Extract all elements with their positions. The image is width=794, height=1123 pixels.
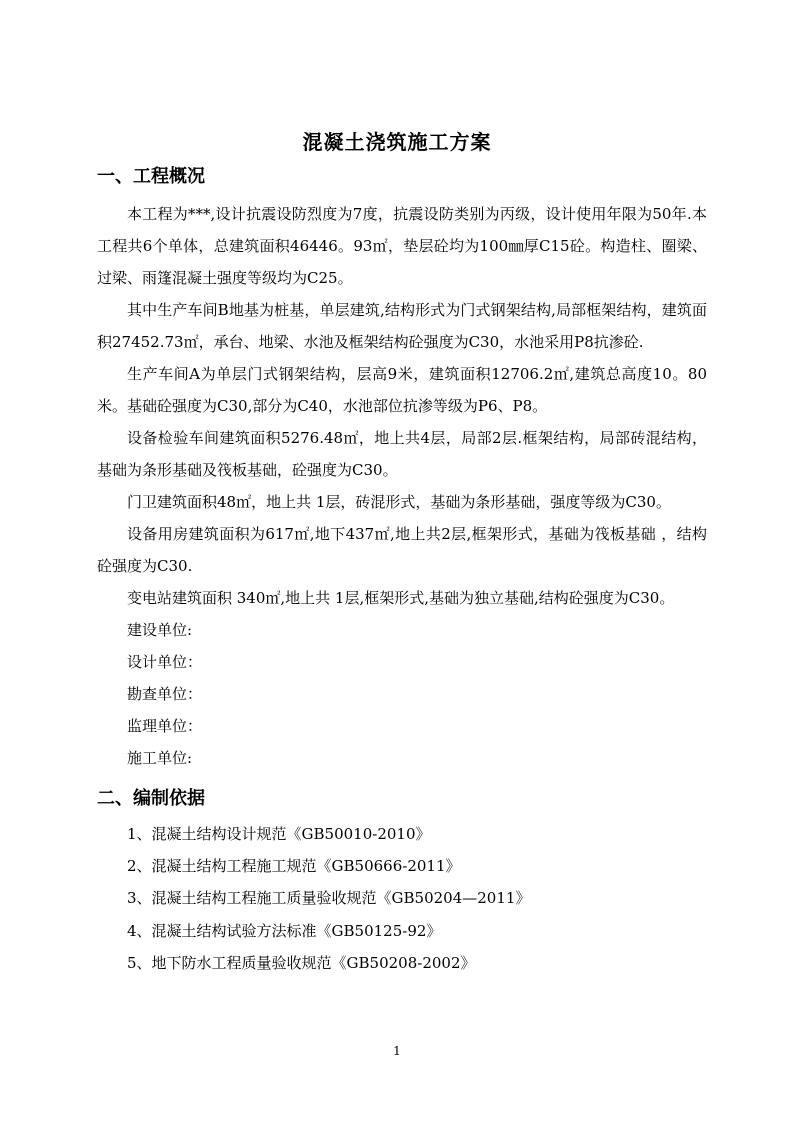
- list-item: 5、地下防水工程质量验收规范《GB50208-2002》: [127, 953, 476, 972]
- paragraph: 生产车间A为单层门式钢架结构，层高9米，建筑面积12706.2㎡,建筑总高度10。80米。基础砼强度为C30,部分为C40，水池部位抗渗等级为P6、P8。: [97, 365, 707, 415]
- document-title: 混凝土浇筑施工方案: [302, 130, 492, 154]
- paragraph: 本工程为***,设计抗震设防烈度为7度，抗震设防类别为丙级，设计使用年限为50年.本工程共6个单体，总建筑面积46446。93㎡，垫层砼均为100㎜厚C15砼。构造柱、圈梁、过梁、雨篷混凝土强度等级均为C25。: [97, 205, 707, 287]
- unit-line-designer: 设计单位：: [127, 653, 203, 671]
- project-overview-body: [97, 198, 707, 774]
- reference-list: [127, 818, 530, 979]
- unit-line-contractor: 施工单位:: [127, 749, 193, 767]
- list-item: 4、混凝土结构试验方法标准《GB50125-92》: [127, 921, 442, 940]
- list-item: 2、混凝土结构工程施工规范《GB50666-2011》: [127, 857, 461, 876]
- paragraph: 设备检验车间建筑面积5276.48㎡，地上共4层，局部2层.框架结构，局部砖混结构，基础为条形基础及筏板基础，砼强度为C30。: [97, 429, 707, 479]
- paragraph: 门卫建筑面积48㎡，地上共 1层，砖混形式，基础为条形基础，强度等级为C30。: [127, 493, 671, 511]
- page-number: 1: [393, 1044, 401, 1058]
- paragraph: 其中生产车间B地基为桩基，单层建筑,结构形式为门式钢架结构,局部框架结构，建筑面积27452.73㎡，承台、地梁、水池及框架结构砼强度为C30，水池采用P8抗渗砼.: [97, 301, 707, 351]
- paragraph: 变电站建筑面积 340㎡,地上共 1层,框架形式,基础为独立基础,结构砼强度为C30。: [127, 589, 675, 607]
- section-heading-basis: 二、编制依据: [97, 788, 205, 809]
- unit-line-construction-owner: 建设单位:: [127, 621, 193, 639]
- unit-line-survey: 勘查单位：: [127, 685, 203, 703]
- list-item: 1、混凝土结构设计规范《GB50010-2010》: [127, 825, 431, 843]
- paragraph: 设备用房建筑面积为617㎡,地下437㎡,地上共2层,框架形式，基础为筏板基础 ，结构砼强度为C30.: [97, 525, 707, 575]
- section-heading-project-overview: 一、工程概况: [97, 166, 205, 187]
- list-item: 3、混凝土结构工程施工质量验收规范《GB50204—2011》: [127, 889, 531, 908]
- unit-line-supervisor: 监理单位：: [127, 717, 203, 735]
